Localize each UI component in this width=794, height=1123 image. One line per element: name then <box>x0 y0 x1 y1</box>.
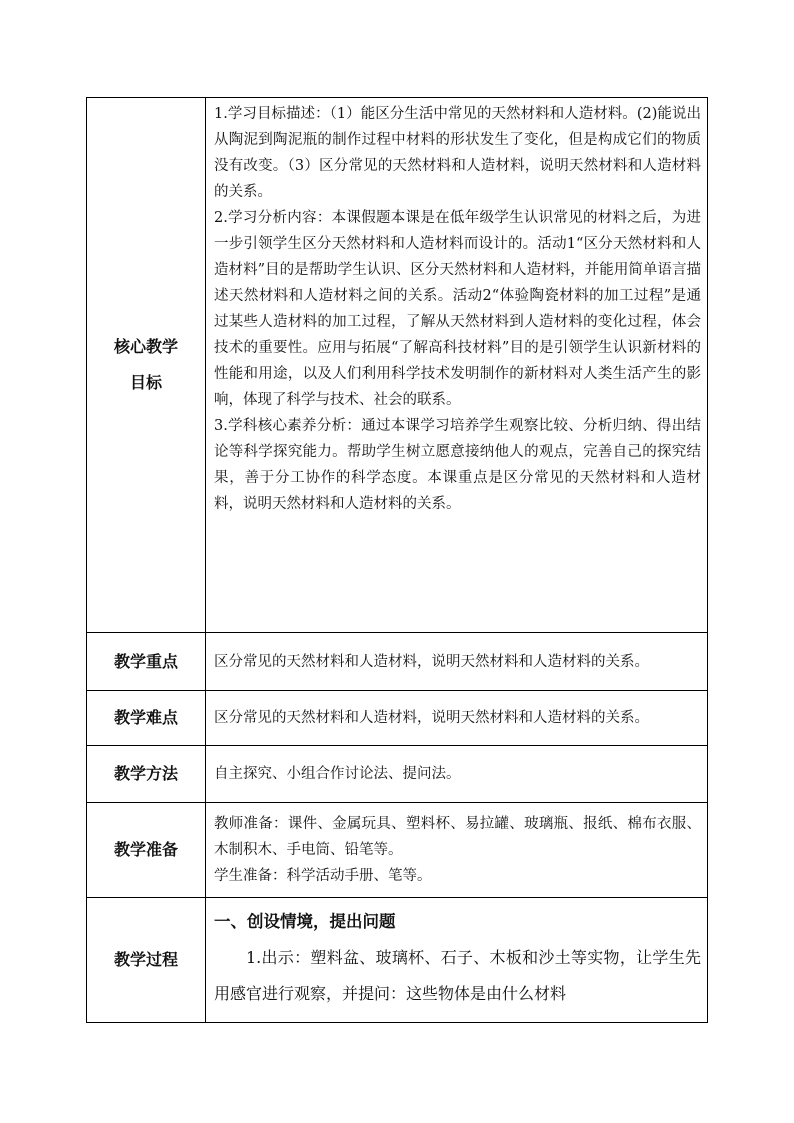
prep-student: 学生准备：科学活动手册、笔等。 <box>214 868 432 884</box>
objectives-core-literacy: 3.学科核心素养分析：通过本课学习培养学生观察比较、分析归纳、得出结论等科学探究能力。帮助学生树立愿意接纳他人的观点，完善自己的探究结果，善于分工协作的科学态度。本课重点是区分常见的天然材料和人造材料，说明天然材料和人造材料的关系。 <box>214 418 701 512</box>
label-core-objectives <box>87 98 206 633</box>
objectives-content-analysis: 2.学习分析内容：本课假题本课是在低年级学生认识常见的材料之后，为进一步引领学生区分天然材料和人造材料而设计的。活动1“区分天然材料和人造材料”目的是帮助学生认识、区分天然材料和人造材料，并能用简单语言描述天然材料和人造材料之间的关系。活动2“体验陶瓷材料的加工过程”是通过某些人造材料的加工过程，了解从天然材料到人造材料的变化过程，体会技术的重要性。应用与拓展“了解高科技材料”目的是引领学生认识新材料的性能和用途，以及人们利用科学技术发明制作的新材料对人类生活产生的影响，体现了科学与技术、社会的联系。 <box>214 210 701 408</box>
label-core-objectives-line1: 核心教学 <box>113 337 178 356</box>
label-teaching-preparation: 教学准备 <box>87 803 206 898</box>
label-teaching-process: 教学过程 <box>87 898 206 1023</box>
label-teaching-difficulty: 教学难点 <box>87 691 206 746</box>
prep-teacher: 教师准备：课件、金属玩具、塑料杯、易拉罐、玻璃瓶、报纸、棉布衣服、木制积木、手电筒、铅笔等。 <box>214 816 701 858</box>
row-teaching-difficulty <box>87 691 708 746</box>
content-teaching-process <box>206 898 708 1023</box>
content-core-objectives <box>206 98 708 633</box>
process-step-1: 1.出示：塑料盆、玻璃杯、石子、木板和沙土等实物，让学生先用感官进行观察，并提问：这些物体是由什么材料 <box>214 948 701 1003</box>
label-teaching-focus: 教学重点 <box>87 633 206 691</box>
label-teaching-method: 教学方法 <box>87 746 206 803</box>
content-teaching-difficulty: 区分常见的天然材料和人造材料，说明天然材料和人造材料的关系。 <box>206 691 708 746</box>
content-teaching-preparation <box>206 803 708 898</box>
objectives-learning-goals: 1.学习目标描述：（1）能区分生活中常见的天然材料和人造材料。(2)能说出从陶泥到陶泥瓶的制作过程中材料的形状发生了变化，但是构成它们的物质没有改变。（3）区分常见的天然材料和人造材料，说明天然材料和人造材料的关系。 <box>214 106 701 200</box>
content-teaching-method: 自主探究、小组合作讨论法、提问法。 <box>206 746 708 803</box>
row-teaching-preparation <box>87 803 708 898</box>
row-teaching-method <box>87 746 708 803</box>
row-teaching-focus <box>87 633 708 691</box>
lesson-plan-table <box>86 97 708 1023</box>
content-teaching-focus: 区分常见的天然材料和人造材料，说明天然材料和人造材料的关系。 <box>206 633 708 691</box>
process-section-heading: 一、创设情境，提出问题 <box>214 912 396 931</box>
label-core-objectives-line2: 目标 <box>129 373 162 392</box>
row-teaching-process <box>87 898 708 1023</box>
row-core-objectives <box>87 98 708 633</box>
